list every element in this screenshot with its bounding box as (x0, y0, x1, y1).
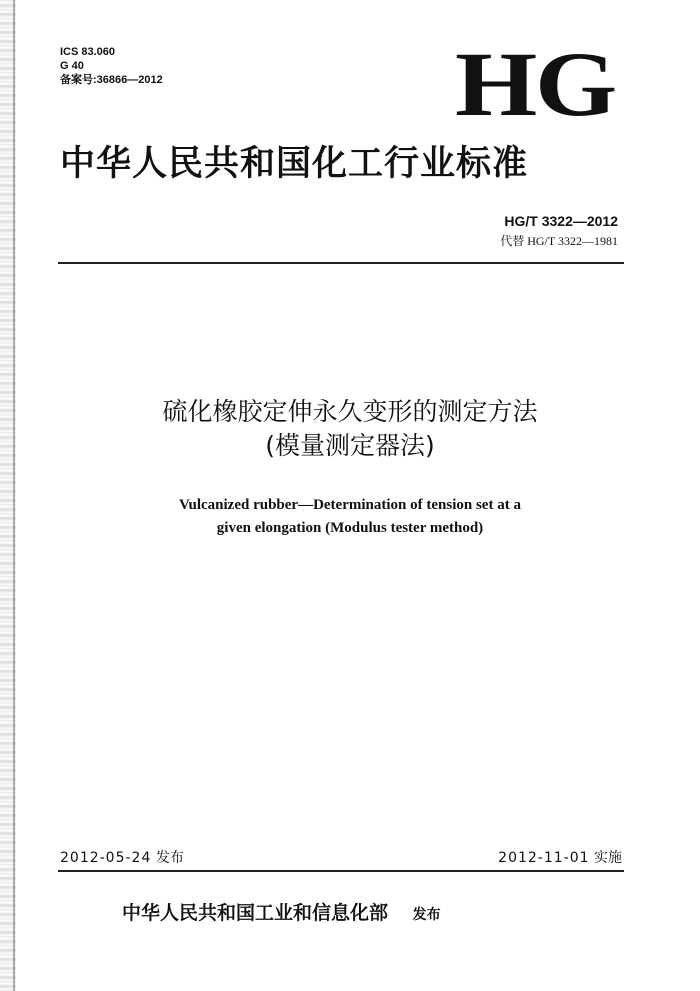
standard-number: HG/T 3322—2012 (504, 213, 618, 229)
scanned-page-edge-line (13, 0, 15, 991)
issuer-name: 中华人民共和国工业和信息化部 (122, 902, 389, 924)
classification-code: G 40 (60, 60, 84, 72)
replaced-standard-number: 代替 HG/T 3322—1981 (500, 234, 618, 248)
bottom-divider (58, 870, 624, 872)
chinese-document-title: 硫化橡胶定伸永久变形的测定方法 (162, 397, 538, 426)
english-document-title-line2: given elongation (Modulus tester method) (216, 520, 484, 536)
publish-date-value: 2012-05-24 (60, 850, 152, 866)
implement-label: 实施 (594, 850, 622, 866)
implementation-date (498, 849, 622, 867)
industry-standard-title: 中华人民共和国化工行业标准 (60, 143, 529, 184)
publish-label: 发布 (155, 850, 184, 866)
issuer-action: 发布 (412, 907, 441, 923)
classification-block (60, 45, 163, 87)
record-number: 备案号:36866—2012 (60, 74, 163, 86)
issuing-authority (122, 900, 441, 928)
implement-date-value: 2012-11-01 (498, 850, 590, 866)
hg-standard-logo: HG (455, 33, 615, 135)
ics-code: ICS 83.060 (60, 46, 116, 58)
chinese-document-subtitle: (模量测定器法) (265, 431, 435, 460)
publication-date (60, 849, 184, 867)
english-document-title-line1: Vulcanized rubber—Determination of tension set at a (179, 497, 521, 513)
top-divider (58, 262, 624, 264)
